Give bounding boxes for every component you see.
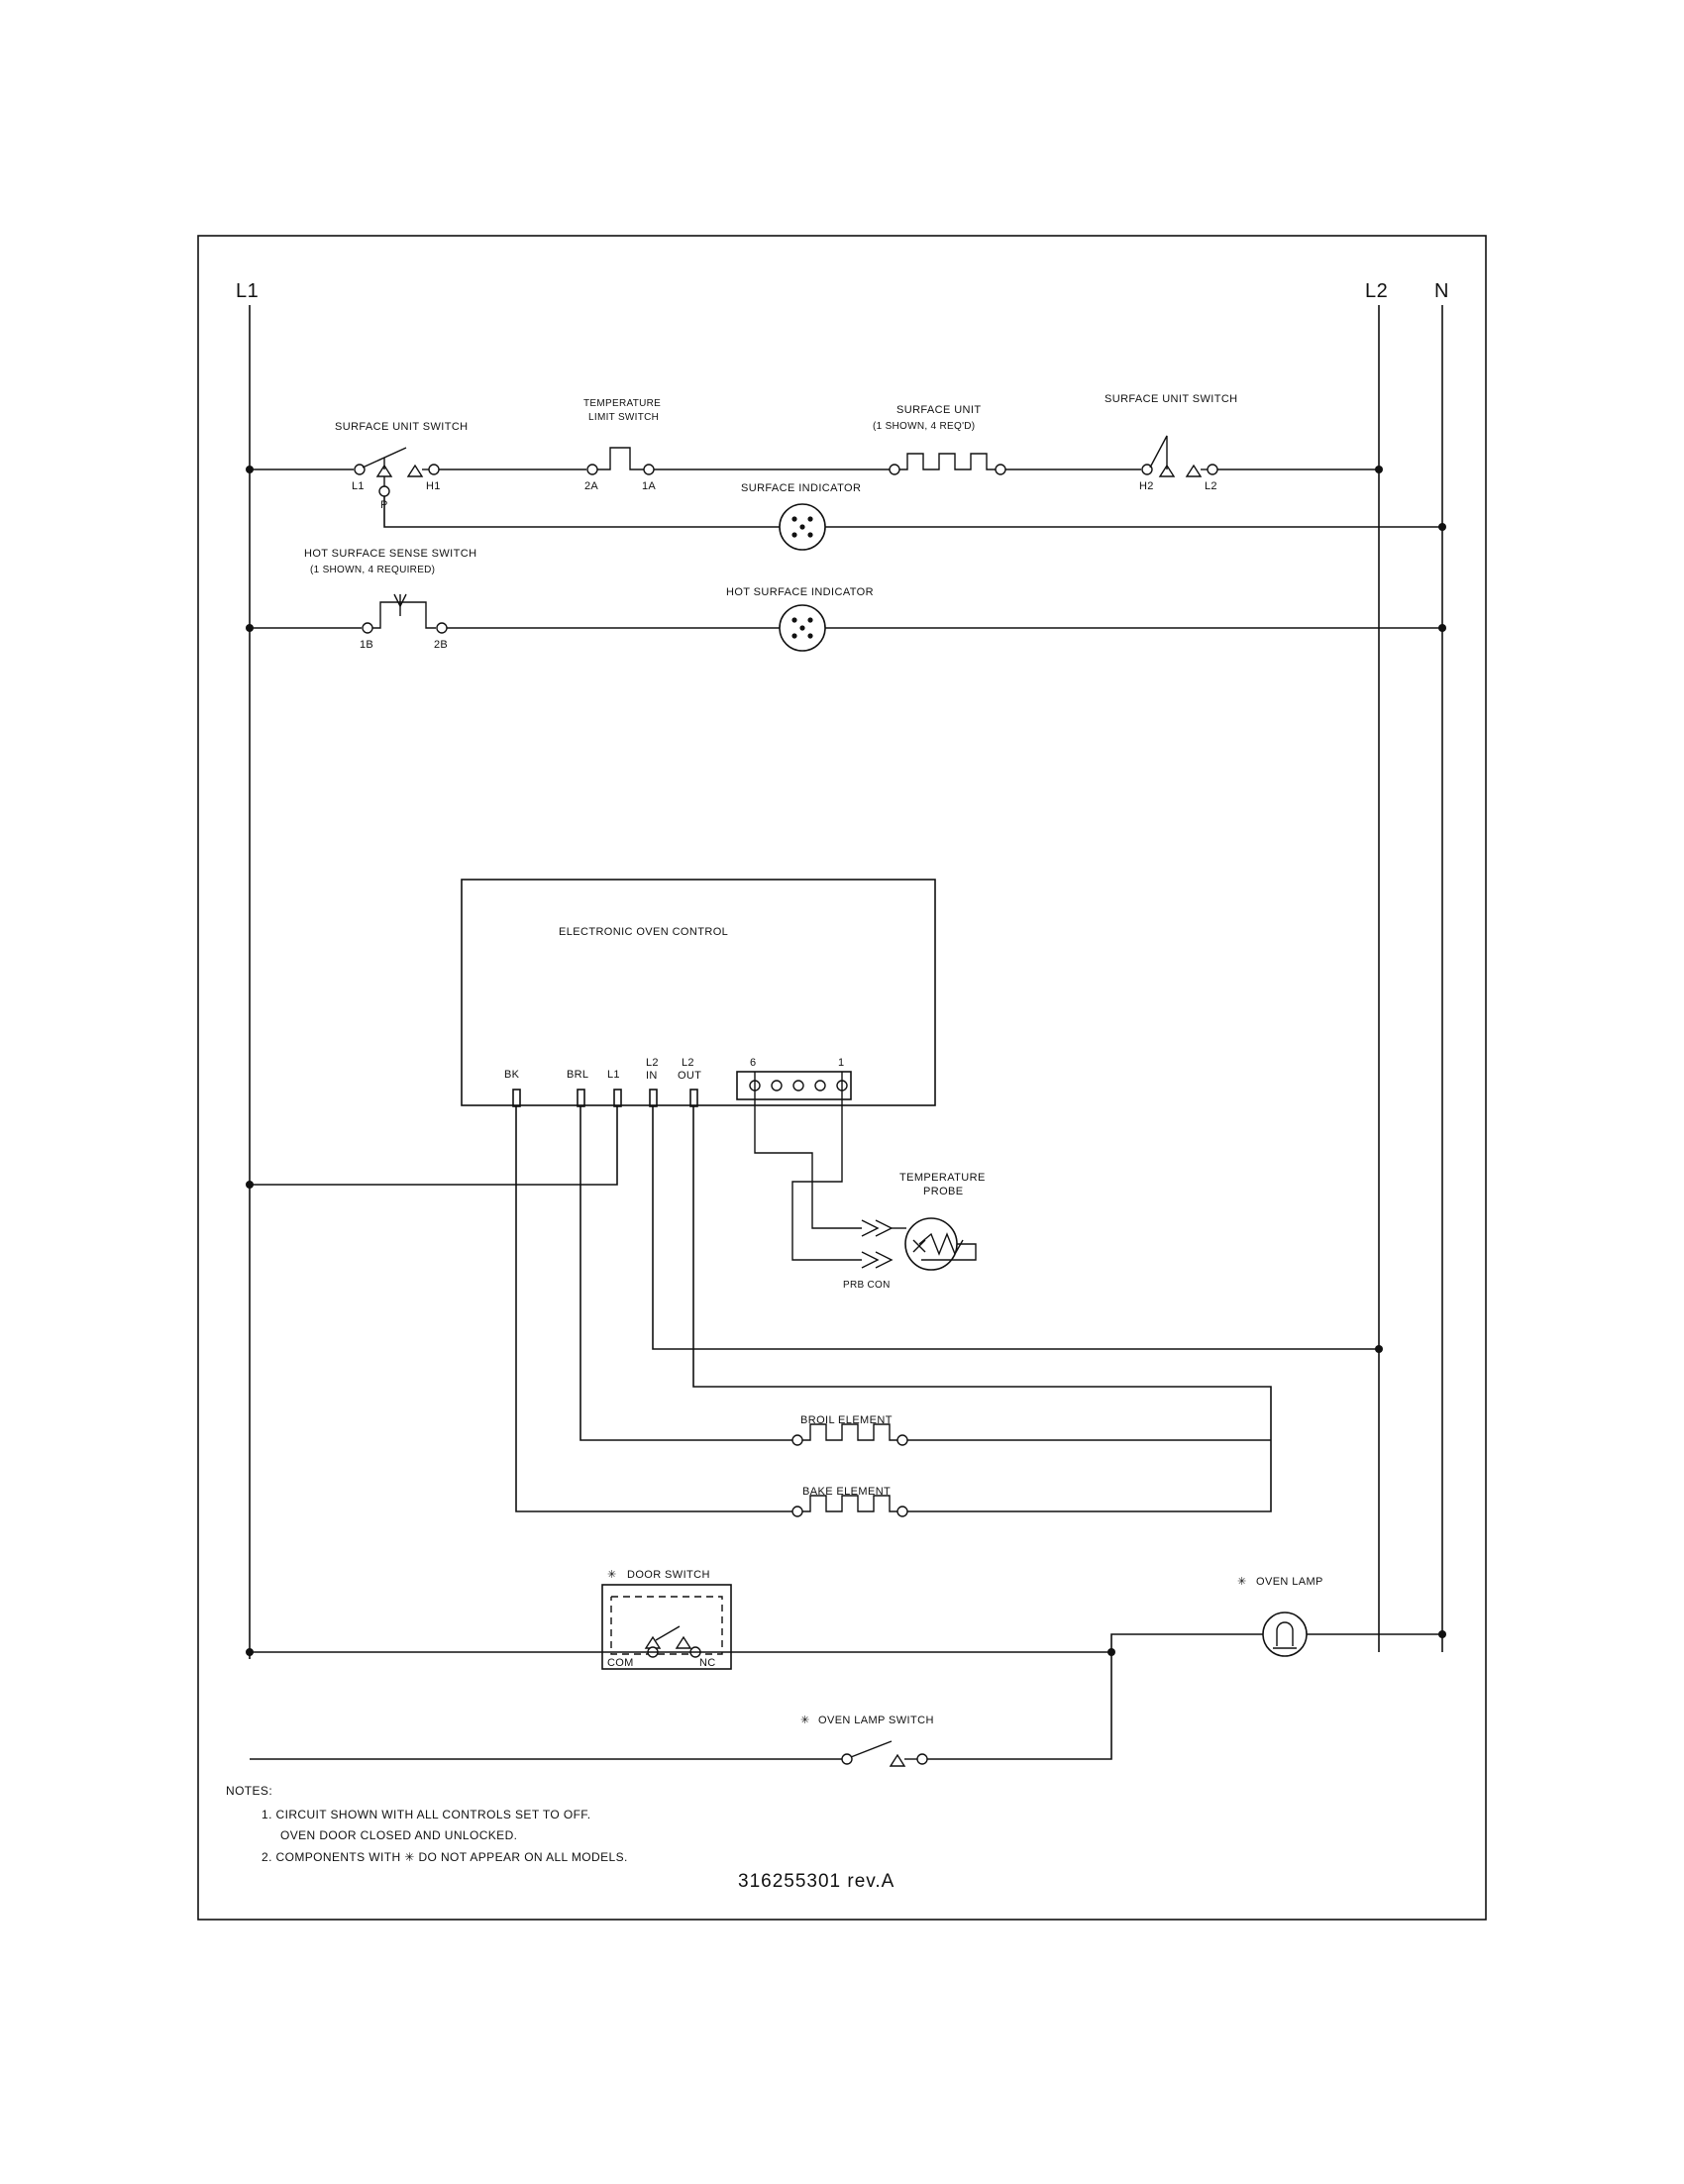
oven-lamp — [1263, 1612, 1307, 1656]
junction-n-surface-indicator — [1438, 523, 1446, 531]
eoc-connector-pin1-label: 1 — [838, 1057, 845, 1069]
terminal-l2-right-switch: L2 — [1205, 480, 1217, 492]
probe-connector-label: PRB CON — [843, 1280, 891, 1291]
surface-indicator-lamp — [780, 504, 825, 550]
terminal-h1-left-switch: H1 — [426, 480, 441, 492]
wire-eoc-brl — [580, 1106, 792, 1440]
temperature-limit-switch-label-line1: TEMPERATURE — [583, 398, 662, 409]
surface-unit-switch-right[interactable] — [1142, 436, 1217, 476]
wire-surface-indicator-left — [384, 496, 780, 527]
eoc-terminal-l2-out-label-line1: L2 — [682, 1057, 694, 1069]
bake-element — [802, 1496, 897, 1511]
eoc-terminal-bk[interactable] — [513, 1090, 520, 1106]
oven-lamp-switch[interactable] — [842, 1741, 927, 1766]
oven-lamp-switch-label: OVEN LAMP SWITCH — [818, 1715, 934, 1726]
junction-l1-row1 — [246, 466, 254, 473]
junction-l1-eoc — [246, 1181, 254, 1189]
eoc-terminal-l2-in-label-line2: IN — [646, 1070, 658, 1082]
eoc-connector-pin6-label: 6 — [750, 1057, 757, 1069]
terminal-2b: 2B — [434, 639, 449, 651]
oven-lamp-label: OVEN LAMP — [1256, 1576, 1323, 1588]
notes-item-1b: OVEN DOOR CLOSED AND UNLOCKED. — [280, 1828, 518, 1842]
eoc-terminal-l1[interactable] — [614, 1090, 621, 1106]
terminal-l1-left-switch: L1 — [352, 480, 365, 492]
eoc-terminal-l1-label: L1 — [607, 1069, 620, 1081]
surface-unit-term-right — [996, 465, 1005, 474]
eoc-terminal-bk-label: BK — [504, 1069, 520, 1081]
eoc-terminal-l2-out-label-line2: OUT — [678, 1070, 702, 1082]
bake-term-right — [897, 1507, 907, 1516]
rail-label-n: N — [1434, 280, 1449, 302]
door-switch-terminal-nc: NC — [699, 1657, 716, 1669]
junction-n-oven-lamp — [1438, 1630, 1446, 1638]
surface-unit-switch-left-label: SURFACE UNIT SWITCH — [335, 421, 469, 433]
hot-surface-sense-switch[interactable] — [363, 594, 447, 633]
junction-l1-row2 — [246, 624, 254, 632]
terminal-p-left-switch: P — [380, 499, 388, 511]
wire-eoc-l2-out — [693, 1106, 1271, 1440]
surface-indicator-label: SURFACE INDICATOR — [741, 482, 862, 494]
bake-term-left — [792, 1507, 802, 1516]
notes-heading: NOTES: — [226, 1784, 273, 1798]
junction-l1-bottom — [246, 1648, 254, 1656]
surface-unit-term-left — [890, 465, 899, 474]
terminal-1a: 1A — [642, 480, 657, 492]
eoc-probe-connector[interactable] — [737, 1072, 851, 1099]
wire-probe-pin1 — [792, 1099, 862, 1260]
temperature-limit-switch[interactable] — [587, 448, 654, 474]
junction-n-row2 — [1438, 624, 1446, 632]
eoc-terminal-brl[interactable] — [578, 1090, 584, 1106]
temperature-probe-label-line1: TEMPERATURE — [899, 1172, 986, 1184]
wire-probe-pin6 — [755, 1099, 862, 1228]
wire-eoc-bk — [516, 1106, 792, 1511]
door-switch-terminal-com: COM — [607, 1657, 634, 1669]
wire-eoc-l1-feed — [250, 1106, 617, 1185]
bake-element-label: BAKE ELEMENT — [802, 1486, 892, 1498]
door-switch-asterisk: ✳ — [607, 1569, 617, 1581]
eoc-terminal-l2-in[interactable] — [650, 1090, 657, 1106]
hot-surface-sense-switch-label-line2: (1 SHOWN, 4 REQUIRED) — [310, 565, 436, 575]
hot-surface-indicator-lamp — [780, 605, 825, 651]
oven-lamp-switch-asterisk: ✳ — [800, 1715, 810, 1726]
door-switch-label: DOOR SWITCH — [627, 1569, 710, 1581]
broil-term-right — [897, 1435, 907, 1445]
rail-label-l2: L2 — [1365, 280, 1389, 302]
wire-bake-right — [907, 1440, 1271, 1511]
junction-l2-row1 — [1375, 466, 1383, 473]
wire-door-to-lamp — [731, 1634, 1263, 1652]
wire-eoc-l2-in — [653, 1106, 1379, 1349]
eoc-terminal-brl-label: BRL — [567, 1069, 589, 1081]
terminal-2a: 2A — [584, 480, 599, 492]
oven-lamp-asterisk: ✳ — [1237, 1576, 1247, 1588]
broil-element-label: BROIL ELEMENT — [800, 1414, 893, 1426]
part-number: 316255301 rev.A — [738, 1871, 895, 1892]
terminal-1b: 1B — [360, 639, 374, 651]
eoc-terminal-l2-in-label-line1: L2 — [646, 1057, 659, 1069]
notes-item-1: 1. CIRCUIT SHOWN WITH ALL CONTROLS SET TO OFF. — [262, 1808, 591, 1821]
hot-surface-sense-switch-label-line1: HOT SURFACE SENSE SWITCH — [304, 548, 477, 560]
wire-lamp-switch-right — [927, 1652, 1111, 1759]
notes-item-2: 2. COMPONENTS WITH ✳ DO NOT APPEAR ON ALL MODELS. — [262, 1850, 628, 1864]
eoc-terminal-l2-out[interactable] — [690, 1090, 697, 1106]
junction-l2-eoc-in — [1375, 1345, 1383, 1353]
temperature-limit-switch-label-line2: LIMIT SWITCH — [588, 412, 660, 423]
probe-connector-arrows — [862, 1220, 892, 1268]
temperature-probe — [892, 1218, 976, 1270]
temperature-probe-label-line2: PROBE — [923, 1186, 964, 1197]
terminal-h2: H2 — [1139, 480, 1154, 492]
electronic-oven-control-label: ELECTRONIC OVEN CONTROL — [559, 926, 729, 938]
surface-unit-label-line2: (1 SHOWN, 4 REQ'D) — [873, 421, 976, 432]
surface-unit-switch-right-label: SURFACE UNIT SWITCH — [1105, 393, 1238, 405]
surface-unit-label-line1: SURFACE UNIT — [896, 404, 982, 416]
surface-unit-element — [899, 454, 996, 469]
rail-label-l1: L1 — [236, 280, 260, 302]
broil-term-left — [792, 1435, 802, 1445]
hot-surface-indicator-label: HOT SURFACE INDICATOR — [726, 586, 874, 598]
broil-element — [802, 1424, 897, 1440]
